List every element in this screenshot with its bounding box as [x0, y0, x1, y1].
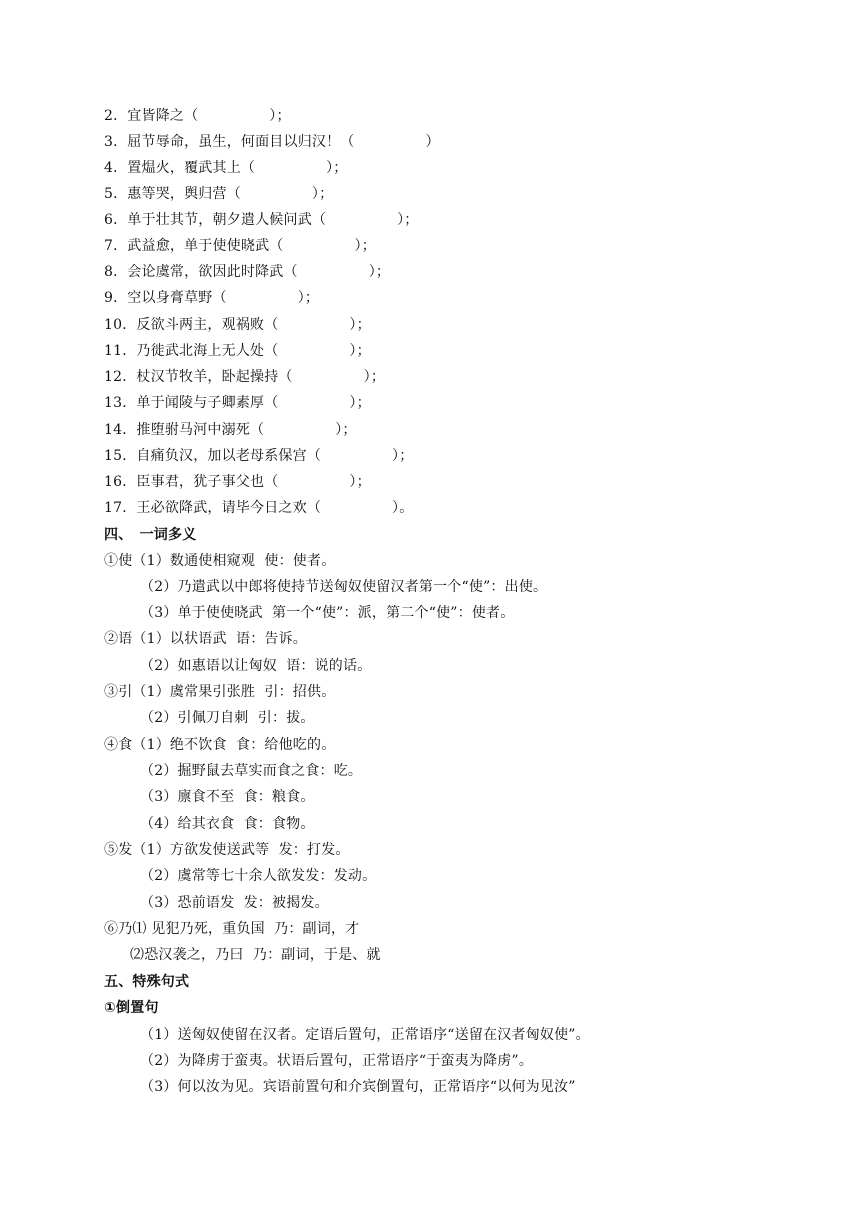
sentence-pattern-entry: （3）何以汝为见。宾语前置句和介宾倒置句，正常语序“以何为见汝” — [140, 1079, 576, 1095]
subsection-heading: ①倒置句 — [104, 1000, 159, 1016]
question-item: 16．臣事君，犹子事父也（ ）； — [104, 474, 371, 490]
question-item: 14．推堕驸马河中溺死（ ）； — [104, 422, 357, 438]
polysemy-entry: ①使（1）数通使相窥观 使：使者。 — [104, 553, 336, 569]
question-item: 5．惠等哭，舆归营（ ）； — [104, 186, 334, 202]
question-item: 10．反欲斗两主，观祸败（ ）； — [104, 317, 371, 333]
polysemy-entry: ⑵恐汉袭之，乃曰 乃：副词，于是、就 — [130, 947, 381, 963]
question-item: 6．单于壮其节，朝夕遣人候问武（ ）； — [104, 212, 419, 228]
question-item: 7．武益愈，单于使使晓武（ ）； — [104, 238, 376, 254]
polysemy-entry: （2）引佩刀自刺 引：拔。 — [140, 710, 315, 726]
section-heading: 四、 一词多义 — [104, 527, 197, 543]
polysemy-entry: ④食（1）绝不饮食 食：给他吃的。 — [104, 737, 336, 753]
question-item: 8．会论虞常，欲因此时降武（ ）； — [104, 264, 391, 280]
sentence-pattern-entry: （1）送匈奴使留在汉者。定语后置句，正常语序“送留在汉者匈奴使”。 — [140, 1027, 590, 1043]
polysemy-entry: （3）恐前语发 发：被揭发。 — [140, 895, 329, 911]
polysemy-entry: （4）给其衣食 食：食物。 — [140, 816, 315, 832]
polysemy-entry: （3）廪食不至 食：粮食。 — [140, 789, 315, 805]
sentence-pattern-entry: （2）为降虏于蛮夷。状语后置句，正常语序“于蛮夷为降虏”。 — [140, 1053, 534, 1069]
polysemy-entry: （2）虞常等七十余人欲发发：发动。 — [140, 868, 377, 884]
polysemy-entry: ③引（1）虞常果引张胜 引：招供。 — [104, 684, 336, 700]
question-item: 17．王必欲降武，请毕今日之欢（ ）。 — [104, 500, 414, 516]
question-item: 11．乃徙武北海上无人处（ ）； — [104, 343, 371, 359]
question-item: 3．屈节辱命，虽生，何面目以归汉！（ ） — [104, 134, 440, 150]
question-item: 9．空以身膏草野（ ）； — [104, 290, 320, 306]
polysemy-entry: （2）掘野鼠去草实而食之食：吃。 — [140, 763, 363, 779]
polysemy-entry: ⑥乃⑴ 见犯乃死，重负国 乃：副词，才 — [104, 921, 360, 937]
question-item: 15．自痛负汉，加以老母系保宫（ ）； — [104, 448, 414, 464]
polysemy-entry: （2）乃遣武以中郎将使持节送匈奴使留汉者第一个“使”：出使。 — [140, 579, 548, 595]
question-item: 4．置煴火，覆武其上（ ）； — [104, 160, 348, 176]
polysemy-entry: （2）如惠语以让匈奴 语：说的话。 — [140, 658, 372, 674]
question-item: 2．宜皆降之（ ）； — [104, 108, 291, 124]
question-item: 13．单于闻陵与子卿素厚（ ）； — [104, 395, 371, 411]
polysemy-entry: ⑤发（1）方欲发使送武等 发：打发。 — [104, 842, 350, 858]
polysemy-entry: （3）单于使使晓武 第一个“使”：派，第二个“使”：使者。 — [140, 605, 515, 621]
question-item: 12．杖汉节牧羊，卧起操持（ ）； — [104, 369, 386, 385]
section-heading: 五、特殊句式 — [104, 974, 190, 990]
polysemy-entry: ②语（1）以状语武 语：告诉。 — [104, 631, 308, 647]
